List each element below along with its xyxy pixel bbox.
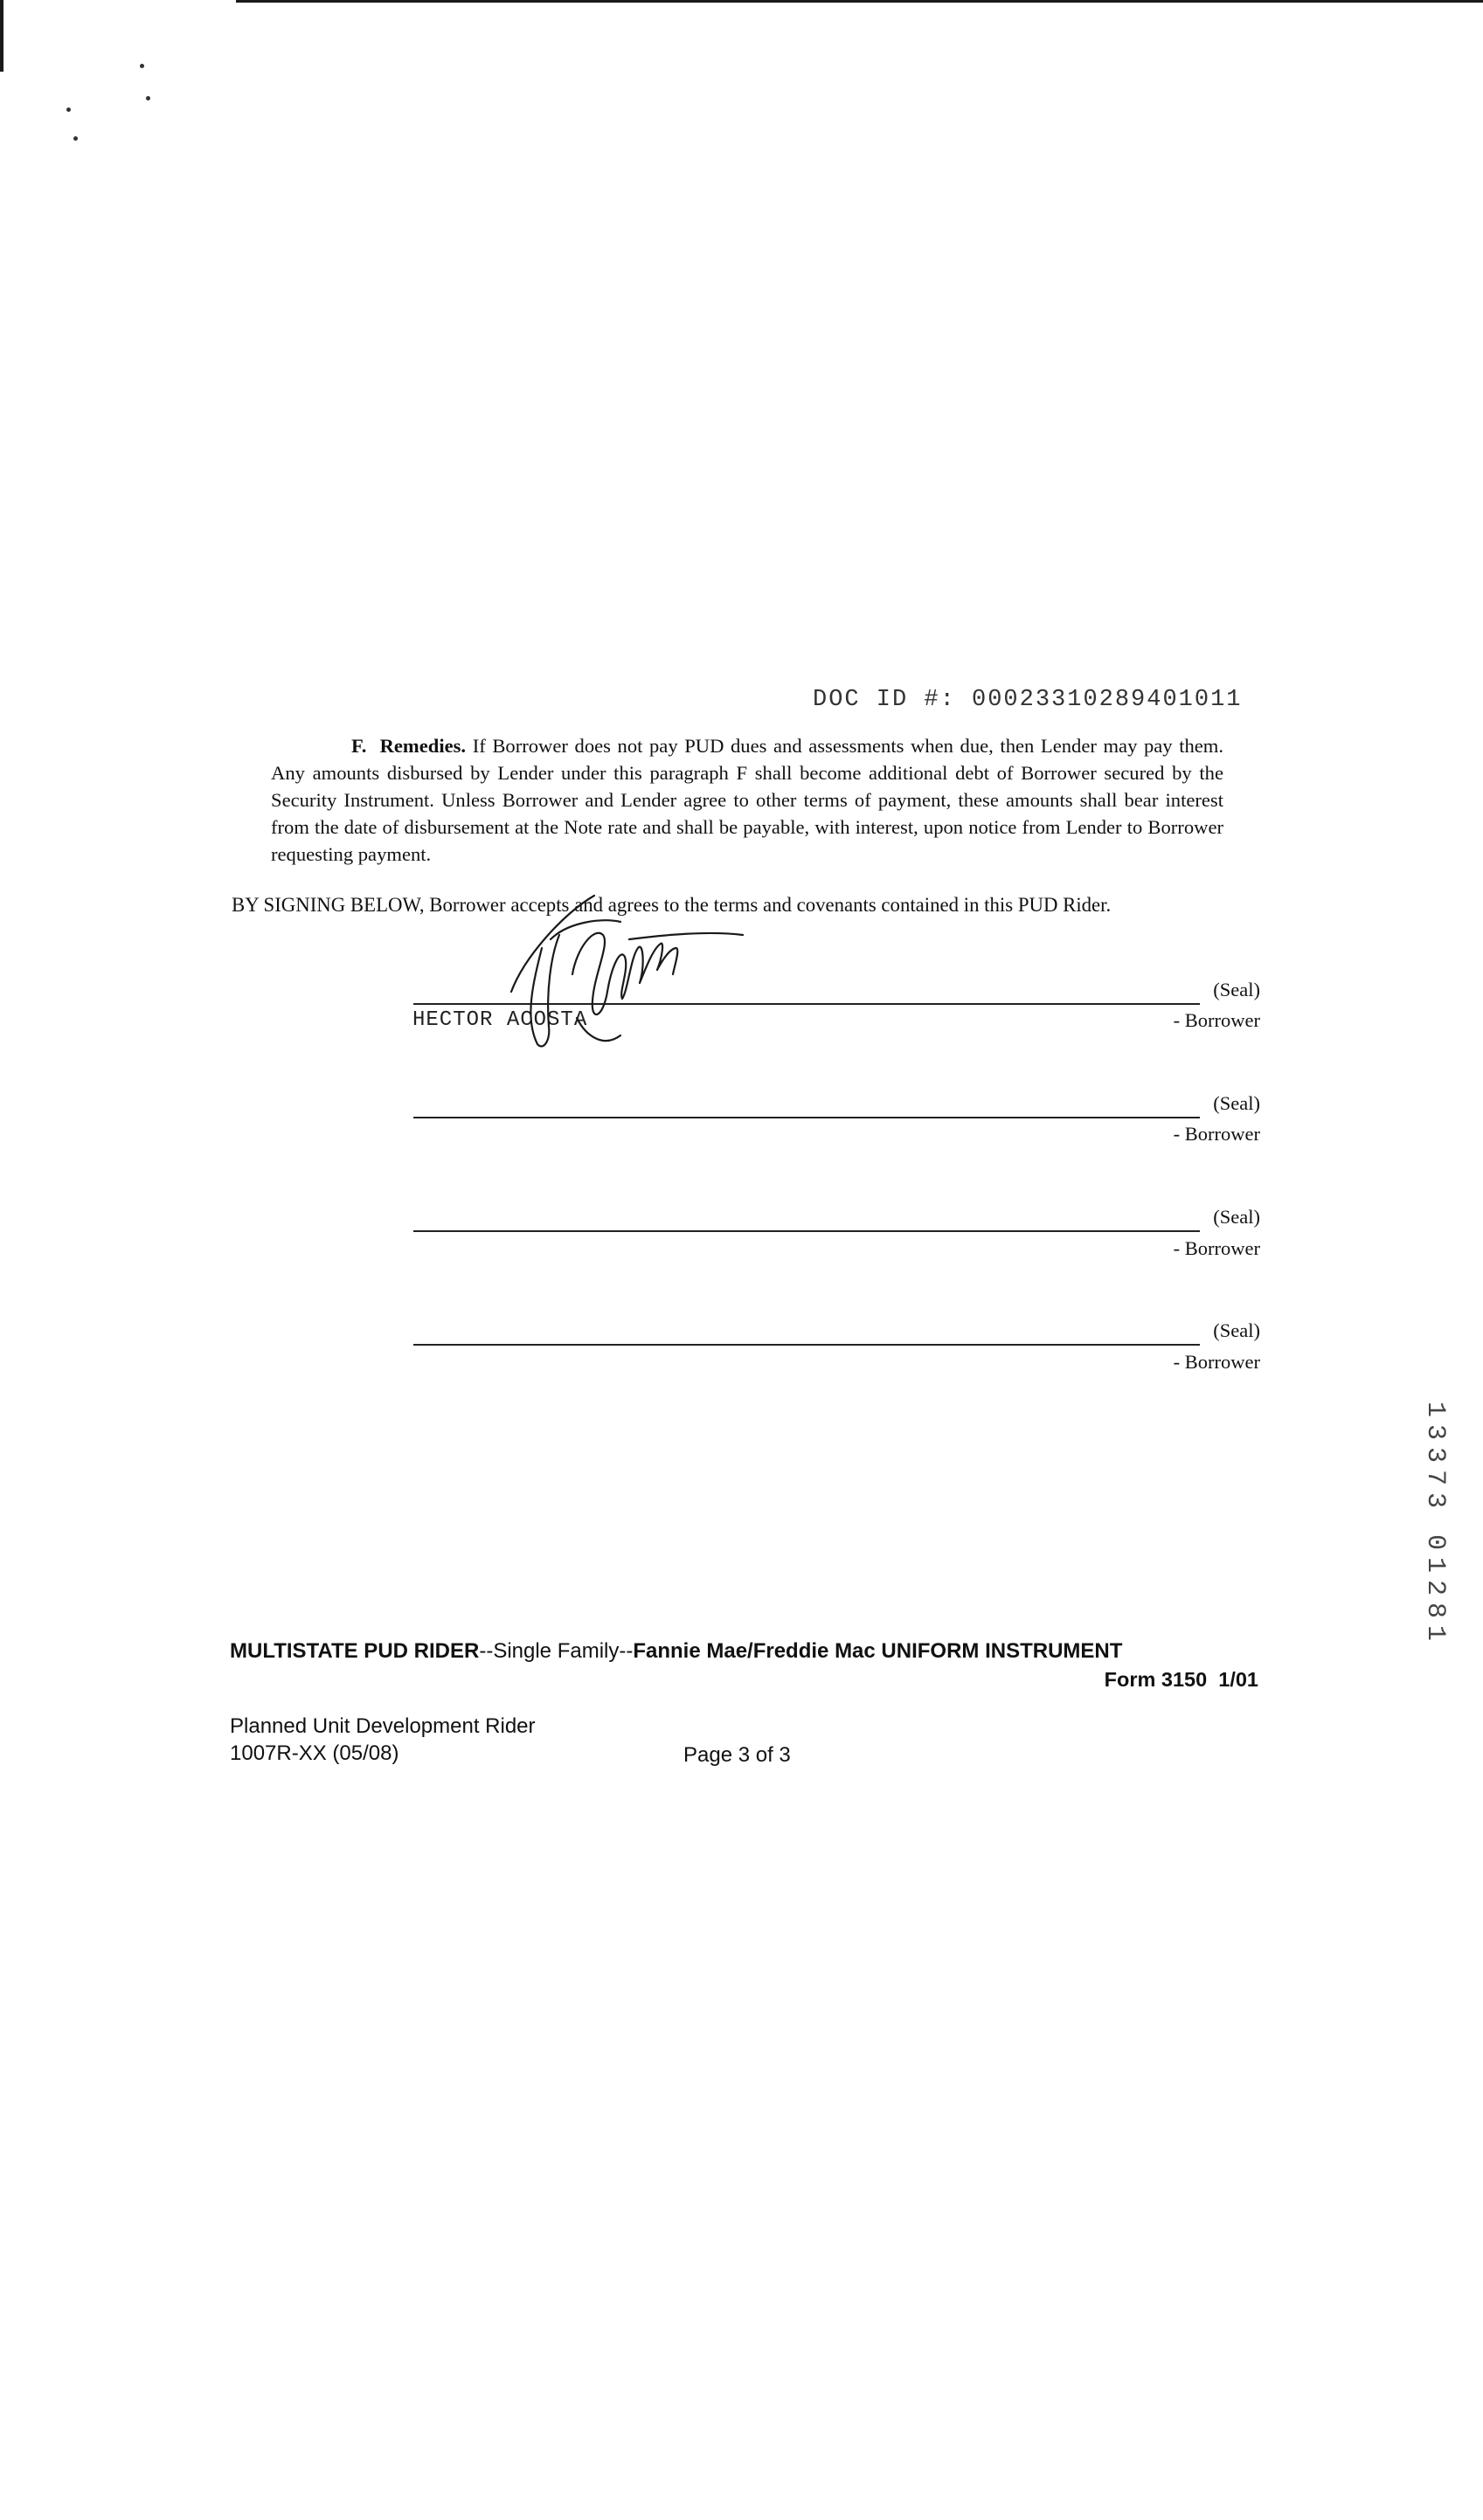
- signature-line: [413, 1344, 1200, 1346]
- doc-id-value: 00023310289401011: [972, 687, 1243, 713]
- borrower-printed-name: HECTOR ACOSTA: [412, 1008, 588, 1032]
- signing-statement: BY SIGNING BELOW, Borrower accepts and agrees to the terms and covenants contained in this PUD Rider.: [232, 894, 1112, 916]
- remedies-label: F.: [351, 735, 367, 757]
- stamp-digit: 3: [1420, 1492, 1450, 1508]
- handwritten-signature: [489, 887, 752, 1062]
- margin-stamp-top: [1417, 1398, 1452, 1512]
- stamp-digit: 1: [1420, 1624, 1450, 1641]
- stamp-digit: 0: [1420, 1533, 1450, 1550]
- doc-id: [813, 687, 1267, 713]
- form-number: Form 3150 1/01: [1104, 1668, 1258, 1691]
- borrower-label: - Borrower: [1173, 1123, 1260, 1145]
- borrower-label: - Borrower: [1173, 1237, 1260, 1259]
- stamp-digit: 7: [1420, 1469, 1450, 1485]
- borrower-label: - Borrower: [1173, 1351, 1260, 1373]
- stamp-digit: 3: [1420, 1446, 1450, 1463]
- stamp-digit: 1: [1420, 1401, 1450, 1417]
- stamp-digit: 1: [1420, 1556, 1450, 1573]
- scan-speck: [140, 64, 144, 68]
- signature-line: [413, 1117, 1200, 1118]
- margin-stamp-bottom: [1417, 1531, 1452, 1644]
- scan-border-line: [236, 0, 1483, 3]
- remedies-paragraph: [271, 732, 1223, 868]
- seal-label: (Seal): [1213, 1319, 1260, 1341]
- form-title-part-3: Fannie Mae/Freddie Mac UNIFORM INSTRUMENT: [633, 1639, 1123, 1663]
- seal-label: (Seal): [1213, 1206, 1260, 1228]
- seal-label: (Seal): [1213, 1092, 1260, 1114]
- scan-speck: [146, 96, 150, 100]
- form-title-part-1: MULTISTATE PUD RIDER: [230, 1639, 480, 1663]
- scan-edge-mark: [0, 0, 3, 72]
- form-title: [230, 1639, 1217, 1664]
- doc-id-label: DOC ID #:: [813, 687, 956, 713]
- seal-label: (Seal): [1213, 979, 1260, 1000]
- stamp-digit: 2: [1420, 1579, 1450, 1596]
- margin-stamp: [1417, 1398, 1452, 1644]
- stamp-digit: 3: [1420, 1423, 1450, 1440]
- signature-line: [413, 1230, 1200, 1232]
- stamp-digit: 8: [1420, 1602, 1450, 1618]
- borrower-label: - Borrower: [1173, 1009, 1260, 1031]
- rider-name: Planned Unit Development Rider: [230, 1714, 536, 1738]
- page-number: Page 3 of 3: [683, 1743, 791, 1767]
- scan-speck: [73, 136, 78, 141]
- form-title-part-2: --Single Family--: [479, 1639, 634, 1663]
- rider-code: 1007R-XX (05/08): [230, 1741, 399, 1765]
- scan-speck: [66, 107, 71, 112]
- remedies-text: If Borrower does not pay PUD dues and assessments when due, then Lender may pay them. Any amounts disbursed by Lender under this paragraph F shall become additional debt of Borrower secured by the Security Instrument. Unless Borrower and Lender agree to other terms of payment, these amounts shall bear interest from the date of disbursement at the Note rate and shall be payable, with interest, upon notice from Lender to Borrower requesting payment.: [271, 735, 1224, 865]
- remedies-title: Remedies.: [379, 735, 467, 757]
